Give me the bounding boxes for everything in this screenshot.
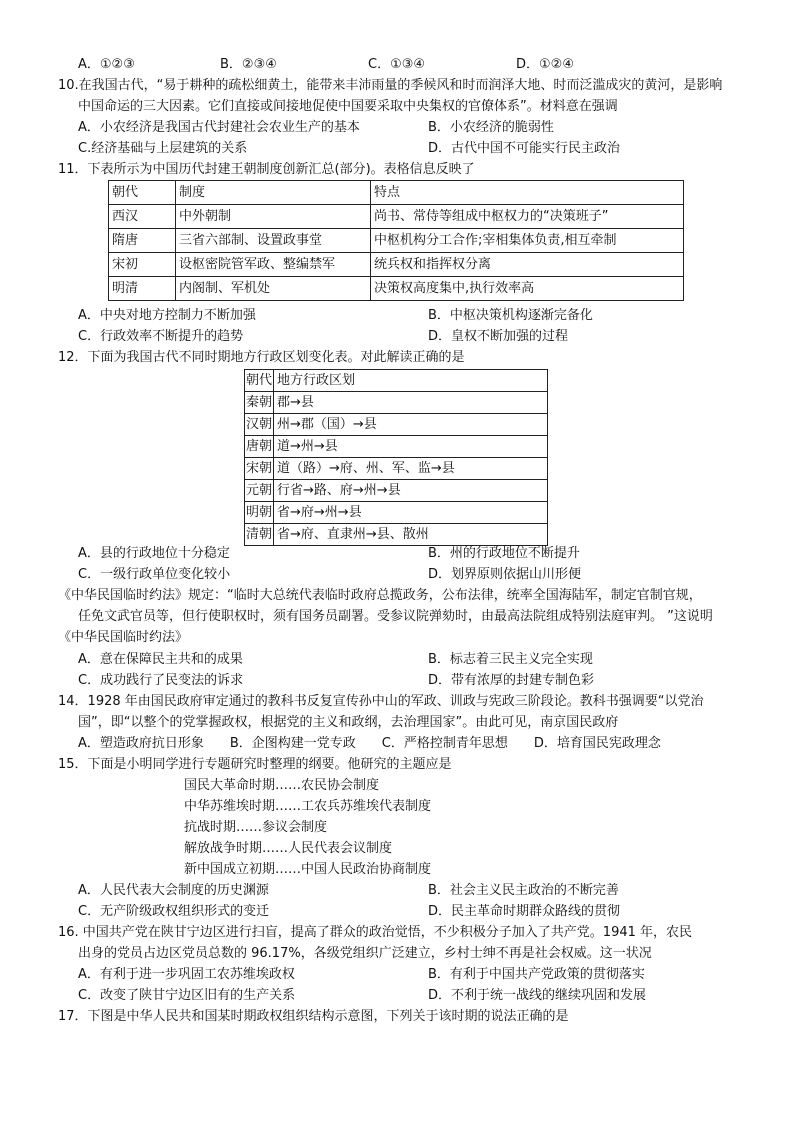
q11-stem: 11．下表所示为中国历代封建王朝制度创新汇总(部分)。表格信息反映了	[58, 162, 475, 177]
q11-option-c: C．行政效率不断提升的趋势	[78, 329, 244, 344]
table-cell: 清朝	[245, 524, 274, 546]
q14-stem-line1: 14．1928 年由国民政府审定通过的教科书反复宣传孙中山的军政、训政与宪政三阶段论。教科书强调要“以党治	[58, 694, 704, 709]
q10-option-a: A．小农经济是我国古代封建社会农业生产的基本	[78, 120, 360, 135]
table-cell: 汉朝	[245, 414, 274, 436]
q14-stem-line2: 国”，即“以整个的党掌握政权，根据党的主义和政纲，去治理国家”。由此可见，南京国民政府	[78, 715, 619, 730]
q15-outline-item: 国民大革命时期……农民协会制度	[184, 778, 380, 793]
table-cell: 元朝	[245, 480, 274, 502]
q16-option-d: D．不利于统一战线的继续巩固和发展	[428, 988, 647, 1003]
table-header-cell: 朝代	[245, 370, 274, 392]
q15-option-d: D．民主革命时期群众路线的贯彻	[428, 904, 621, 919]
q15-option-c: C．无产阶级政权组织形式的变迁	[78, 904, 270, 919]
table-header-cell: 特点	[371, 181, 684, 205]
q10-option-d: D．古代中国不可能实行民主政治	[428, 141, 621, 156]
table-cell: 内阁制、军机处	[176, 277, 371, 301]
q15-stem: 15．下面是小明同学进行专题研究时整理的纲要。他研究的主题应是	[58, 757, 452, 772]
table-cell: 决策权高度集中,执行效率高	[371, 277, 684, 301]
table-cell: 尚书、常侍等组成中枢权力的“决策班子”	[371, 205, 684, 229]
q13-option-d: D．带有浓厚的封建专制色彩	[428, 673, 595, 688]
q12-option-a: A．县的行政地位十分稳定	[78, 546, 230, 561]
table-cell: 中外朝制	[176, 205, 371, 229]
q13-stem-line1: 《中华民国临时约法》规定：“临时大总统代表临时政府总揽政务，公布法律，统率全国海陆军，制定官制官规，	[58, 588, 702, 603]
q11-option-d: D．皇权不断加强的过程	[428, 329, 569, 344]
q15-outline-item: 解放战争时期……人民代表会议制度	[184, 841, 393, 856]
table-row	[245, 436, 548, 458]
q12-stem: 12．下面为我国古代不同时期地方行政区划变化表。对此解读正确的是	[58, 350, 465, 365]
q12-option-d: D．划界原则依据山川形便	[428, 567, 582, 582]
table-row	[245, 458, 548, 480]
table-cell: 隋唐	[109, 229, 176, 253]
table-cell: 明朝	[245, 502, 274, 524]
q15-option-b: B．社会主义民主政治的不断完善	[428, 883, 619, 898]
table-cell: 秦朝	[245, 392, 274, 414]
table-cell: 省→府→州→县	[274, 502, 548, 524]
table-cell: 宋朝	[245, 458, 274, 480]
q9-option-d: D．①②④	[516, 57, 574, 72]
table-cell: 郡→县	[274, 392, 548, 414]
q13-stem-line2: 任免文武官员等，但行使职权时，须有国务员副署。受参议院弹劾时，由最高法院组成特别法庭审判。 ”这说明	[78, 609, 713, 624]
q12-table	[244, 369, 548, 546]
q15-outline-item: 中华苏维埃时期……工农兵苏维埃代表制度	[184, 799, 432, 814]
table-header-cell: 地方行政区划	[274, 370, 548, 392]
table-row	[245, 414, 548, 436]
table-row	[245, 480, 548, 502]
table-cell: 三省六部制、设置政事堂	[176, 229, 371, 253]
q16-option-a: A．有利于进一步巩固工农苏维埃政权	[78, 967, 295, 982]
table-row	[245, 392, 548, 414]
q12-option-b: B．州的行政地位不断提升	[428, 546, 580, 561]
q17-stem: 17．下图是中华人民共和国某时期政权组织结构示意图，下列关于该时期的说法正确的是	[58, 1009, 569, 1024]
q9-option-b: B．②③④	[220, 57, 277, 72]
q16-option-b: B．有利于中国共产党政策的贯彻落实	[428, 967, 645, 982]
table-header-row	[109, 181, 684, 205]
q13-option-c: C．成功践行了民变法的诉求	[78, 673, 244, 688]
table-header-row	[245, 370, 548, 392]
table-cell: 行省→路、府→州→县	[274, 480, 548, 502]
q15-outline-item: 新中国成立初期……中国人民政治协商制度	[184, 862, 432, 877]
table-row	[245, 502, 548, 524]
table-cell: 统兵权和指挥权分离	[371, 253, 684, 277]
table-row	[109, 253, 684, 277]
table-cell: 唐朝	[245, 436, 274, 458]
q13-stem-line3: 《中华民国临时约法》	[58, 630, 189, 645]
q12-option-c: C．一级行政单位变化较小	[78, 567, 231, 582]
table-header-cell: 制度	[176, 181, 371, 205]
q14-options: A．塑造政府抗日形象 B．企图构建一党专政 C．严格控制青年思想 D．培育国民宪政理念	[78, 736, 661, 751]
q9-option-c: C．①③④	[368, 57, 426, 72]
q10-option-b: B．小农经济的脆弱性	[428, 120, 554, 135]
q10-stem-line2: 中国命运的三大因素。它们直接或间接地促使中国要采取中央集权的官僚体系”。材料意在强调	[78, 99, 618, 114]
q10-option-c: C.经济基础与上层建筑的关系	[78, 141, 248, 156]
table-header-cell: 朝代	[109, 181, 176, 205]
table-cell: 西汉	[109, 205, 176, 229]
q11-option-b: B．中枢决策机构逐渐完备化	[428, 308, 593, 323]
table-cell: 中枢机构分工合作;宰相集体负责,相互牵制	[371, 229, 684, 253]
q15-outline-item: 抗战时期……参议会制度	[184, 820, 328, 835]
q9-option-a: A．①②③	[78, 57, 135, 72]
q16-stem-line1: 16. 中国共产党在陕甘宁边区进行扫盲，提高了群众的政治觉悟，不少积极分子加入了共产党。1941 年，农民	[58, 925, 693, 940]
q15-option-a: A．人民代表大会制度的历史渊源	[78, 883, 269, 898]
q16-option-c: C．改变了陕甘宁边区旧有的生产关系	[78, 988, 296, 1003]
table-cell: 道→州→县	[274, 436, 548, 458]
table-cell: 明清	[109, 277, 176, 301]
q11-table	[108, 180, 684, 301]
table-cell: 州→郡（国）→县	[274, 414, 548, 436]
table-row	[245, 524, 548, 546]
table-row	[109, 229, 684, 253]
table-row	[109, 277, 684, 301]
table-cell: 宋初	[109, 253, 176, 277]
table-cell: 道（路）→府、州、军、监→县	[274, 458, 548, 480]
q16-stem-line2: 出身的党员占边区党员总数的 96.17%，各级党组织广泛建立，乡村士绅不再是社会权威。这一状况	[78, 946, 652, 961]
q13-option-b: B．标志着三民主义完全实现	[428, 652, 593, 667]
q11-option-a: A．中央对地方控制力不断加强	[78, 308, 256, 323]
table-row	[109, 205, 684, 229]
q13-option-a: A．意在保障民主共和的成果	[78, 652, 243, 667]
table-cell: 设枢密院管军政、整编禁军	[176, 253, 371, 277]
q10-stem-line1: 10.在我国古代，“易于耕种的疏松细黄土，能带来丰沛雨量的季候风和时而润泽大地、时而泛滥成灾的黄河，是影响	[58, 78, 723, 93]
table-cell: 省→府、直隶州→县、散州	[274, 524, 548, 546]
